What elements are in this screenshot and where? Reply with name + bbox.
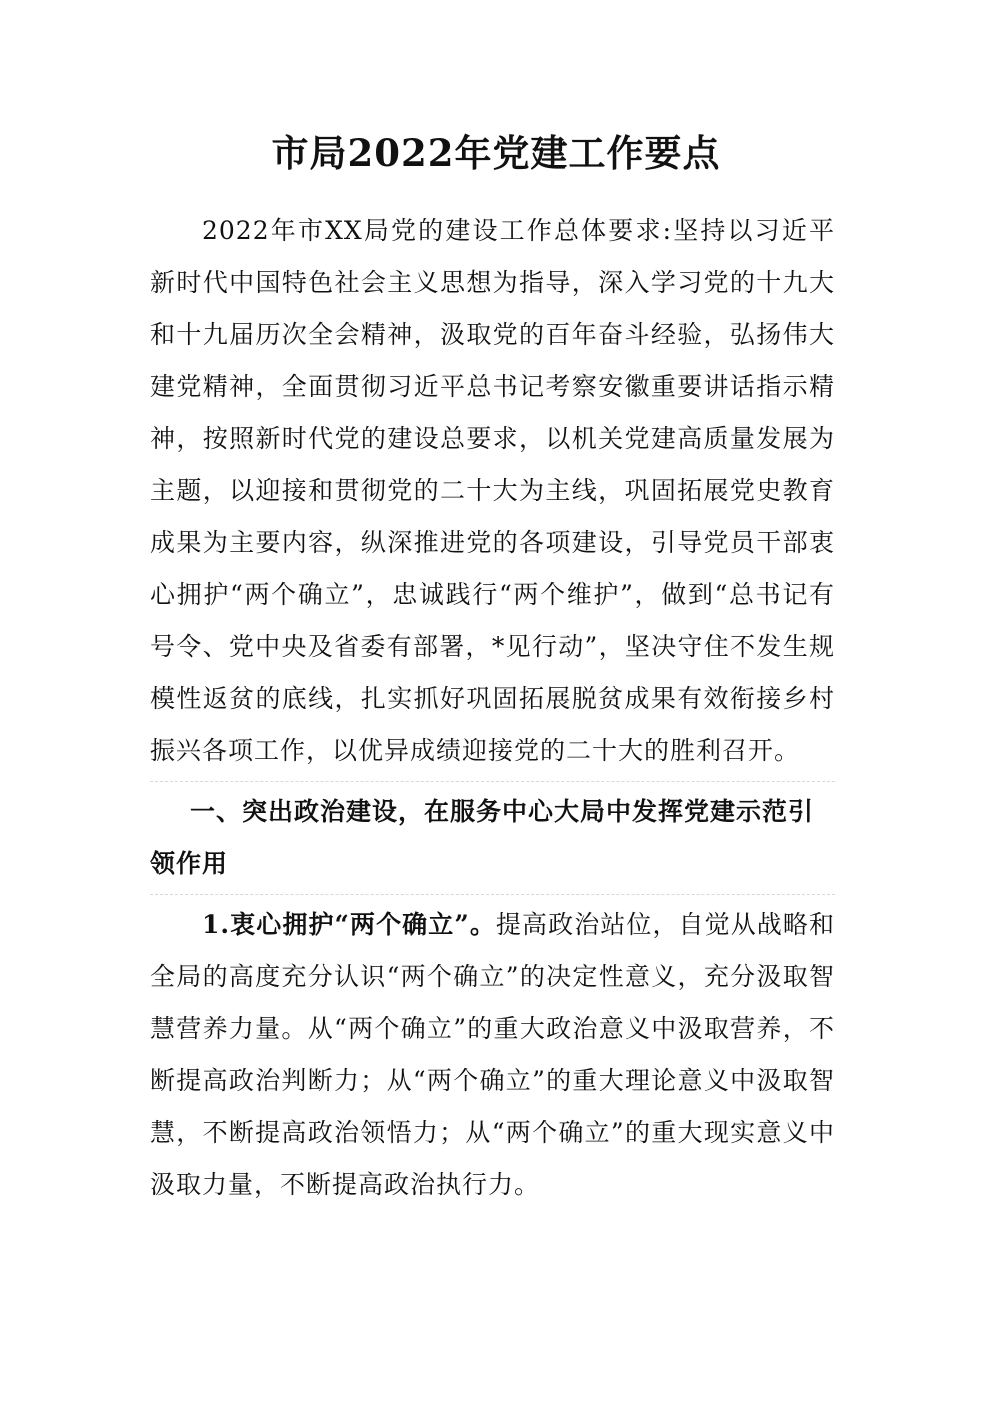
intro-paragraph: 2022年市XX局党的建设工作总体要求:坚持以习近平新时代中国特色社会主义思想为指导，深入学习党的十九大和十九届历次全会精神，汲取党的百年奋斗经验，弘扬伟大建党精神，全面贯彻习近平总书记考察安徽重要讲话指示精神，按照新时代党的建设总要求，以机关党建高质量发展为主题，以迎接和贯彻党的二十大为主线，巩固拓展党史教育成果为主要内容，纵深推进党的各项建设，引导党员干部衷心拥护“两个确立”，忠诚践行“两个维护”，做到“总书记有号令、党中央及省委有部署，*见行动”，坚决守住不发生规模性返贫的底线，扎实抓好巩固拓展脱贫成果有效衔接乡村振兴各项工作，以优异成绩迎接党的二十大的胜利召开。 [150,216,835,765]
document-body [150,205,835,1211]
section-heading-1: 一、突出政治建设，在服务中心大局中发挥党建示范引领作用 [150,797,815,878]
divider [150,894,835,895]
document-title: 市局2022年党建工作要点 [271,131,721,175]
divider [150,781,835,782]
item-paragraph-1 [150,899,835,1211]
item-lead-1: 1.衷心拥护“两个确立”。 [202,910,496,939]
item-text-1: 提高政治站位，自觉从战略和全局的高度充分认识“两个确立”的决定性意义，充分汲取智慧营养力量。从“两个确立”的重大政治意义中汲取营养，不断提高政治判断力；从“两个确立”的重大理论意义中汲取智慧，不断提高政治领悟力；从“两个确立”的重大现实意义中汲取力量，不断提高政治执行力。 [150,910,835,1199]
